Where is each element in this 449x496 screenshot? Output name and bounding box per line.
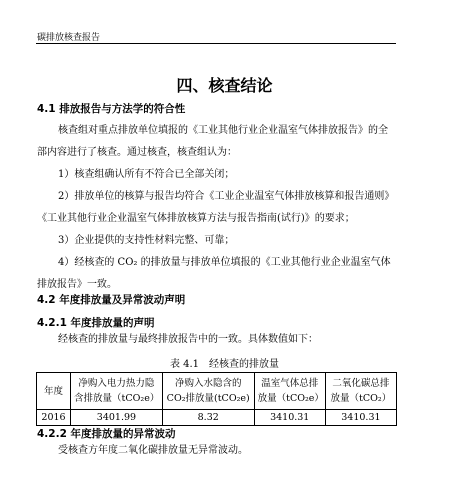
paragraph-line: 部内容进行了核查。通过核查，核查组认为： — [37, 147, 237, 158]
table-header-cell: 温室气体总排放量（tCO₂e） — [254, 373, 325, 410]
list-item: 3）企业提供的支持性材料完整、可靠； — [58, 235, 235, 246]
list-item: 2）排放单位的核算与报告均符合《工业企业温室气体排放核算和报告通则》 — [58, 191, 395, 202]
table-header-cell: 净购入水隐含的CO₂排放量(tCO₂e) — [162, 373, 254, 410]
table-cell: 3410.31 — [325, 410, 396, 426]
table-cell-year: 2016 — [37, 410, 71, 426]
section-4-1-body — [37, 120, 397, 296]
table-cell: 3401.99 — [71, 410, 163, 426]
heading-4-2-1: 4.2.1 年度排放量的声明 — [37, 317, 155, 329]
section-4-2-2-text: 受核查方年度二氧化碳排放量无异常波动。 — [58, 445, 248, 456]
list-item-continuation: 《工业其他行业企业温室气体排放核算方法与报告指南(试行)》的要求； — [37, 213, 355, 224]
table-caption: 表 4.1 经核查的排放量 — [169, 359, 280, 370]
table-header-cell: 年度 — [37, 373, 71, 410]
heading-4-1: 4.1 排放报告与方法学的符合性 — [37, 103, 186, 115]
list-item: 4）经核查的 CO₂ 的排放量与排放单位填报的《工业其他行业企业温室气体 — [58, 257, 391, 268]
table-cell: 3410.31 — [254, 410, 325, 426]
table-row — [37, 410, 397, 426]
table-header-row — [37, 373, 397, 410]
section-4-2-1-text: 经核查的排放量与最终排放报告中的一致。具体数值如下： — [58, 334, 318, 345]
table-header-cell: 净购入电力热力隐含排放量（tCO₂e） — [71, 373, 163, 410]
list-item-continuation: 排放报告》一致。 — [37, 279, 117, 290]
running-header: 碳排放核查报告 — [37, 33, 101, 43]
heading-4-2: 4.2 年度排放量及异常波动声明 — [37, 294, 186, 306]
table-cell: 8.32 — [162, 410, 254, 426]
heading-4-2-2: 4.2.2 年度排放量的异常波动 — [37, 428, 176, 440]
paragraph-line: 核查组对重点排放单位填报的《工业其他行业企业温室气体排放报告》的全 — [58, 125, 388, 136]
emissions-table — [36, 372, 397, 426]
section-title: 四、核查结论 — [176, 76, 273, 95]
table-header-cell: 二氧化碳总排放量（tCO₂） — [325, 373, 396, 410]
list-item: 1）核查组确认所有不符合已全部关闭； — [58, 169, 235, 180]
header-rule — [36, 43, 396, 44]
